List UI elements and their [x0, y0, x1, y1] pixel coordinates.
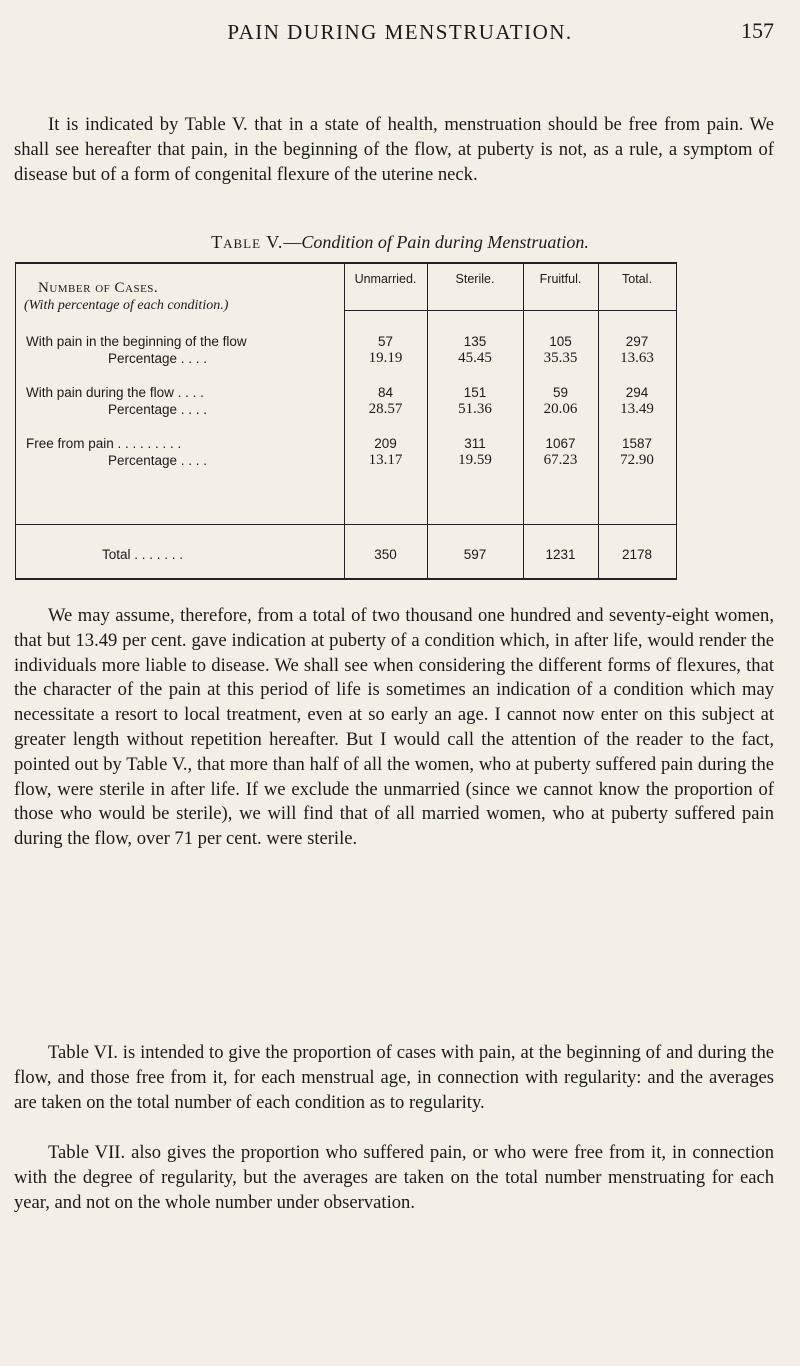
- row-header-title: Number of Cases.: [38, 280, 159, 296]
- paragraph-intro: It is indicated by Table V. that in a state of health, menstruation should be free from pain. We shall see hereafter that pain, in the beginning of the flow, at puberty is not, as a rule, a symptom of disease but of a form of congenital flexure of the uterine neck.: [14, 114, 774, 185]
- paragraph-table-vi: Table VI. is intended to give the proportion of cases with pain, at the beginning of and during the flow, and those free from it, for each menstrual age, in connection with regularity: and the averages are taken on the total number of each condition as to regularity.: [14, 1042, 774, 1113]
- running-title: PAIN DURING MENSTRUATION.: [227, 20, 573, 44]
- table-cell: 57: [377, 334, 394, 349]
- column-header-sterile: Sterile.: [455, 272, 495, 286]
- table-cell: 13.49: [620, 401, 654, 417]
- table-cell: 13.63: [620, 350, 654, 366]
- table-cell: 297: [625, 334, 649, 349]
- table-cell: 72.90: [620, 452, 654, 468]
- column-header-unmarried: Unmarried.: [354, 272, 417, 286]
- table-cell: 84: [377, 385, 394, 400]
- column-divider: [344, 264, 345, 578]
- row-label: Percentage . . . .: [108, 453, 208, 468]
- table-cell: 67.23: [543, 452, 578, 468]
- table-cell: 28.57: [368, 401, 403, 417]
- table-cell: 20.06: [543, 401, 578, 417]
- paragraph-table-vii: Table VII. also gives the proportion who suffered pain, or who were free from it, in connection with the degree of regularity, but the averages are taken on the total number menstruating for each year, and not on the whole number under observation.: [14, 1142, 774, 1213]
- row-label: With pain in the beginning of the flow: [26, 334, 247, 349]
- table-cell: 35.35: [543, 350, 578, 366]
- row-label: Free from pain . . . . . . . . .: [26, 436, 182, 451]
- table-caption-label: Table V.: [211, 232, 284, 252]
- row-label: Percentage . . . .: [108, 402, 208, 417]
- table-cell: 1587: [621, 436, 653, 451]
- column-divider: [598, 264, 599, 578]
- table-cell: 51.36: [458, 401, 492, 417]
- column-header-fruitful: Fruitful.: [539, 272, 582, 286]
- total-rule: [16, 524, 676, 525]
- table-cell: 13.17: [368, 452, 403, 468]
- row-label: With pain during the flow . . . .: [26, 385, 204, 400]
- total-cell: 597: [463, 547, 487, 562]
- row-header-subtitle: (With percentage of each condition.): [24, 298, 229, 313]
- table-cell: 1067: [545, 436, 576, 451]
- table-cell: 59: [552, 385, 569, 400]
- total-cell: 2178: [621, 547, 653, 562]
- running-head: [0, 10, 800, 50]
- table-cell: 45.45: [458, 350, 492, 366]
- paragraph-after-table: We may assume, therefore, from a total of two thousand one hundred and seventy-eight women, that but 13.49 per cent. gave indication at puberty of a condition which, in after life, would render the individuals more liable to disease. We shall see when considering the different forms of flexures, that the character of the pain at this period of life is sometimes an indication of a condition which may necessitate a resort to local treatment, even at so early an age. I cannot now enter on this subject at greater length without repetition hereafter. But I would call the attention of the reader to the fact, pointed out by Table V., that more than half of all the women, who at puberty suffered pain during the flow, were sterile in after life. If we exclude the unmarried (since we cannot know the proportion of those who would be sterile), we will find that of all married women, who at puberty suffered pain during the flow, over 71 per cent. were sterile.: [14, 605, 774, 850]
- table-cell: 19.59: [458, 452, 492, 468]
- table-cell: 19.19: [368, 350, 403, 366]
- table-cell: 209: [374, 436, 397, 451]
- column-divider: [427, 264, 428, 578]
- table-cell: 151: [463, 385, 487, 400]
- column-divider: [523, 264, 524, 578]
- header-rule: [344, 310, 676, 311]
- table-cell: 294: [625, 385, 649, 400]
- table-caption-title: Condition of Pain during Menstruation.: [301, 232, 589, 252]
- table-caption: [0, 232, 800, 253]
- total-cell: 350: [374, 547, 397, 562]
- column-header-total: Total.: [622, 272, 652, 286]
- table-cell: 105: [549, 334, 572, 349]
- total-label: Total . . . . . . .: [102, 547, 184, 562]
- table-cell: 311: [464, 436, 486, 451]
- total-cell: 1231: [545, 547, 576, 562]
- page-number: 157: [741, 18, 774, 43]
- table-caption-separator: —: [283, 232, 302, 252]
- table-cell: 135: [463, 334, 487, 349]
- data-table: [15, 262, 677, 580]
- row-label: Percentage . . . .: [108, 351, 208, 366]
